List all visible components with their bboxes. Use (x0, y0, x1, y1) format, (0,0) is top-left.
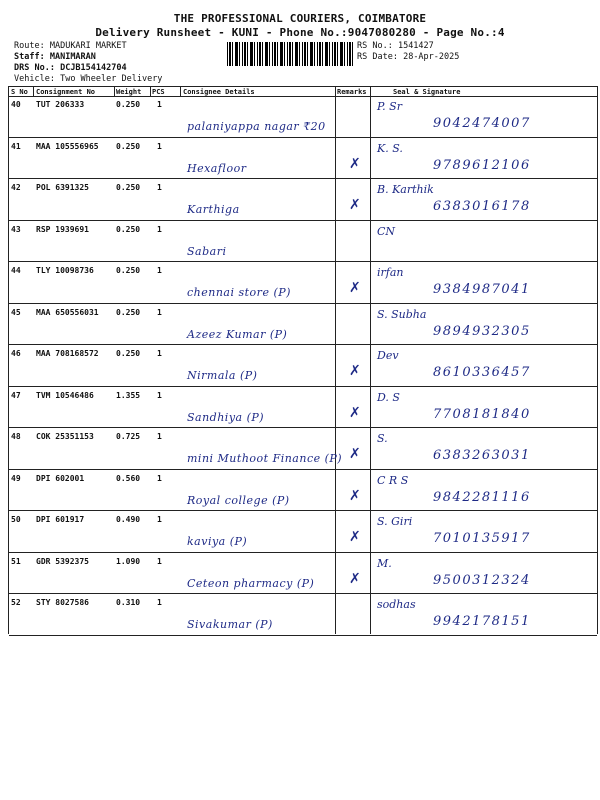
pcs-cell: 1 (157, 100, 162, 109)
remark-mark: ✗ (349, 197, 361, 213)
weight-cell: 0.725 (116, 432, 141, 441)
weight-cell: 0.560 (116, 473, 141, 483)
consignee-handwriting: Royal college (P) (187, 493, 290, 507)
weight-cell: 0.490 (116, 515, 141, 524)
col-header-weight: Weight (116, 88, 142, 96)
signature-handwriting: sodhas (377, 598, 416, 611)
table-row (9, 428, 597, 470)
table-row (9, 221, 597, 263)
rs-no-line (357, 41, 434, 52)
route-value: MADUKARI MARKET (49, 41, 127, 51)
pcs-cell: 1 (157, 266, 162, 275)
vehicle-value: Two Wheeler Delivery (60, 74, 163, 84)
signature-handwriting: K. S. (377, 141, 403, 155)
rs-date-line (357, 52, 459, 63)
table-row (9, 262, 597, 304)
remark-mark: ✗ (349, 404, 361, 421)
col-header-seal: Seal & Signature (393, 88, 461, 96)
consignee-handwriting: Hexafloor (187, 161, 247, 175)
consignment-cell: GDR 5392375 (36, 556, 89, 566)
staff-label: Staff: (14, 52, 45, 62)
consignment-cell: RSP 1939691 (36, 224, 89, 234)
remark-mark: ✗ (349, 155, 361, 172)
row-bottom-border (9, 635, 597, 636)
phone-handwriting: 6383263031 (433, 448, 531, 463)
rs-no-value: 1541427 (397, 41, 434, 51)
consignee-handwriting: Sabari (187, 244, 227, 258)
col-header-remarks: Remarks (337, 88, 367, 96)
consignee-handwriting: Sandhiya (P) (187, 410, 265, 424)
col-divider (114, 86, 115, 96)
signature-handwriting: irfan (377, 266, 404, 279)
route-label: Route: (14, 41, 45, 51)
signature-handwriting: M. (377, 556, 392, 570)
weight-cell: 0.250 (116, 183, 141, 192)
table-row (9, 387, 597, 429)
phone-handwriting: 9842281116 (433, 489, 531, 505)
pcs-cell: 1 (157, 473, 162, 483)
signature-handwriting: CN (377, 224, 396, 238)
col-divider (33, 86, 34, 96)
consignment-cell: DPI 602001 (36, 473, 85, 483)
signature-handwriting: S. (377, 432, 388, 445)
table-row (9, 96, 597, 138)
phone-handwriting: 9500312324 (433, 572, 531, 588)
table-row (9, 138, 597, 180)
pcs-cell: 1 (157, 224, 162, 234)
sno-cell: 41 (11, 141, 21, 151)
consignee-handwriting: Karthiga (187, 203, 240, 216)
col-header-consignee: Consignee Details (183, 88, 255, 96)
signature-handwriting: S. Giri (377, 515, 413, 528)
consignment-cell: DPI 601917 (36, 515, 85, 524)
pcs-cell: 1 (157, 390, 162, 400)
sno-cell: 44 (11, 266, 21, 275)
phone-handwriting: 9042474007 (433, 116, 531, 131)
consignee-handwriting: Sivakumar (P) (187, 618, 273, 631)
phone-handwriting: 9384987041 (433, 282, 531, 297)
drs-value: DCJB154142704 (60, 63, 127, 73)
col-divider (180, 86, 181, 96)
remark-mark: ✗ (349, 487, 361, 504)
weight-cell: 0.250 (116, 349, 141, 358)
consignee-handwriting: Ceteon pharmacy (P) (187, 576, 315, 590)
pcs-cell: 1 (157, 598, 162, 607)
route-line (14, 41, 127, 52)
signature-handwriting: P. Sr (377, 100, 402, 113)
sno-cell: 45 (11, 307, 21, 317)
consignment-cell: MAA 708168572 (36, 349, 99, 358)
phone-handwriting: 9789612106 (433, 157, 531, 173)
consignment-cell: TLY 10098736 (36, 266, 94, 275)
remark-mark: ✗ (349, 280, 361, 296)
col-header-consignment: Consignment No (36, 88, 96, 96)
sno-cell: 47 (11, 390, 21, 400)
pcs-cell: 1 (157, 515, 162, 524)
barcode-image (227, 42, 353, 66)
signature-handwriting: Dev (377, 349, 399, 362)
phone-handwriting: 8610336457 (433, 365, 531, 380)
signature-handwriting: B. Karthik (377, 183, 434, 196)
weight-cell: 1.355 (116, 390, 141, 400)
consignment-cell: MAA 105556965 (36, 141, 99, 151)
table-row (9, 511, 597, 553)
pcs-cell: 1 (157, 349, 162, 358)
phone-handwriting: 6383016178 (433, 199, 531, 214)
rs-date-label: RS Date: (357, 52, 398, 62)
weight-cell: 0.250 (116, 307, 141, 317)
signature-handwriting: D. S (377, 390, 400, 404)
consignment-cell: TVM 10546486 (36, 390, 94, 400)
table-top-border (9, 86, 597, 87)
weight-cell: 0.310 (116, 598, 141, 607)
phone-handwriting: 9942178151 (433, 614, 531, 629)
consignment-cell: MAA 650556031 (36, 307, 99, 317)
sno-cell: 49 (11, 473, 21, 483)
company-title: THE PROFESSIONAL COURIERS, COIMBATORE (173, 12, 427, 25)
pcs-cell: 1 (157, 183, 162, 192)
pcs-cell: 1 (157, 141, 162, 151)
pcs-cell: 1 (157, 432, 162, 441)
sno-cell: 46 (11, 349, 21, 358)
pcs-cell: 1 (157, 556, 162, 566)
signature-handwriting: C R S (377, 473, 409, 487)
staff-line (14, 52, 96, 63)
col-divider (150, 86, 151, 96)
runsheet-subtitle: Delivery Runsheet - KUNI - Phone No.:9047080280 - Page No.:4 (95, 26, 505, 39)
vehicle-label: Vehicle: (14, 74, 55, 84)
sno-cell: 42 (11, 183, 21, 192)
sno-cell: 40 (11, 100, 21, 109)
consignment-cell: TUT 206333 (36, 100, 85, 109)
col-header-pcs: PCS (152, 88, 165, 96)
table-row (9, 594, 597, 636)
consignee-handwriting: Azeez Kumar (P) (187, 327, 288, 341)
staff-value: MANIMARAN (49, 52, 96, 62)
table-row (9, 470, 597, 512)
drs-label: DRS No.: (14, 63, 55, 73)
weight-cell: 1.090 (116, 556, 141, 566)
col-header-sno: S No (11, 88, 28, 96)
rs-no-label: RS No.: (357, 41, 393, 51)
consignee-handwriting: kaviya (P) (187, 535, 248, 548)
remark-mark: ✗ (349, 446, 361, 462)
phone-handwriting: 9894932305 (433, 323, 531, 339)
weight-cell: 0.250 (116, 141, 141, 151)
table-row (9, 179, 597, 221)
remark-mark: ✗ (349, 363, 361, 379)
rs-date-value: 28-Apr-2025 (403, 52, 460, 62)
phone-handwriting: 7010135917 (433, 531, 531, 546)
consignment-cell: STY 8027586 (36, 598, 89, 607)
sno-cell: 48 (11, 432, 21, 441)
consignment-cell: COK 25351153 (36, 432, 94, 441)
weight-cell: 0.250 (116, 100, 141, 109)
phone-handwriting: 7708181840 (433, 406, 531, 422)
table-row (9, 553, 597, 595)
sno-cell: 50 (11, 515, 21, 524)
drs-line (14, 63, 127, 74)
sno-cell: 51 (11, 556, 21, 566)
table-row (9, 304, 597, 346)
consignee-handwriting: chennai store (P) (187, 286, 291, 299)
consignee-handwriting: palaniyappa nagar ₹20 (187, 120, 326, 133)
consignment-cell: POL 6391325 (36, 183, 89, 192)
consignee-handwriting: Nirmala (P) (187, 369, 258, 382)
weight-cell: 0.250 (116, 266, 141, 275)
table-row (9, 345, 597, 387)
sno-cell: 43 (11, 224, 21, 234)
vehicle-line (14, 74, 162, 85)
runsheet-table (8, 86, 598, 634)
remark-mark: ✗ (349, 529, 361, 545)
signature-handwriting: S. Subha (377, 307, 427, 321)
weight-cell: 0.250 (116, 224, 141, 234)
consignee-handwriting: mini Muthoot Finance (P) (187, 452, 343, 465)
sno-cell: 52 (11, 598, 21, 607)
pcs-cell: 1 (157, 307, 162, 317)
remark-mark: ✗ (349, 570, 361, 587)
